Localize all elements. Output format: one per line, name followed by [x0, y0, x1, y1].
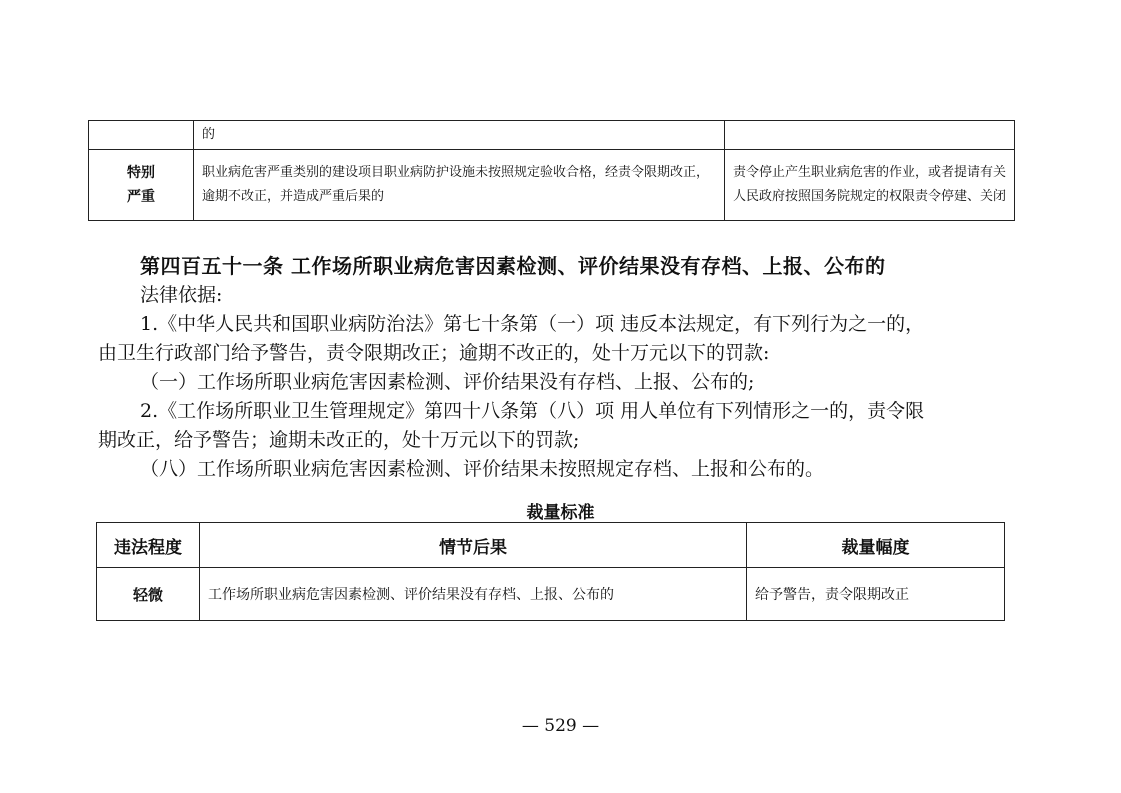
penalty-cell: 责令停止产生职业病危害的作业，或者提请有关人民政府按照国务院规定的权限责令停建、关闭	[725, 150, 1015, 221]
basis-paragraph-1-item: （一）工作场所职业病危害因素检测、评价结果没有存档、上报、公布的;	[140, 371, 755, 393]
degree-cell	[89, 121, 194, 150]
basis-paragraph-2-item: （八）工作场所职业病危害因素检测、评价结果未按照规定存档、上报和公布的。	[140, 458, 825, 480]
page-number: — 529 —	[521, 716, 600, 736]
degree-line-2: 严重	[127, 189, 155, 205]
article-heading: 第四百五十一条 工作场所职业病危害因素检测、评价结果没有存档、上报、公布的	[140, 254, 886, 278]
degree-cell: 轻微	[97, 568, 200, 621]
header-penalty: 裁量幅度	[747, 523, 1005, 568]
basis-label: 法律依据:	[140, 284, 223, 306]
header-degree: 违法程度	[97, 523, 200, 568]
basis-paragraph-1-line-2: 由卫生行政部门给予警告，责令限期改正；逾期不改正的，处十万元以下的罚款:	[98, 342, 770, 364]
table-row	[89, 121, 1015, 150]
degree-cell	[89, 150, 194, 221]
basis-paragraph-1-line-1: 1.《中华人民共和国职业病防治法》第七十条第（一）项 违反本法规定，有下列行为之一的，	[140, 313, 925, 335]
table-header-row	[97, 523, 1005, 568]
penalty-cell: 给予警告，责令限期改正	[747, 568, 1005, 621]
table-row	[97, 568, 1005, 621]
table-row	[89, 150, 1015, 221]
penalty-cell	[725, 121, 1015, 150]
basis-paragraph-2-line-1: 2.《工作场所职业卫生管理规定》第四十八条第（八）项 用人单位有下列情形之一的，责令限	[140, 400, 925, 422]
circumstance-cell: 工作场所职业病危害因素检测、评价结果没有存档、上报、公布的	[200, 568, 747, 621]
standard-table	[96, 522, 1005, 621]
standard-title: 裁量标准	[526, 503, 595, 523]
basis-paragraph-2-line-2: 期改正，给予警告；逾期未改正的，处十万元以下的罚款;	[98, 429, 580, 451]
previous-standard-table	[88, 120, 1015, 221]
circumstance-cell: 的	[194, 121, 725, 150]
degree-line-1: 特别	[127, 165, 155, 181]
circumstance-cell: 职业病危害严重类别的建设项目职业病防护设施未按照规定验收合格，经责令限期改正，逾期不改正，并造成严重后果的	[194, 150, 725, 221]
header-circumstance: 情节后果	[200, 523, 747, 568]
